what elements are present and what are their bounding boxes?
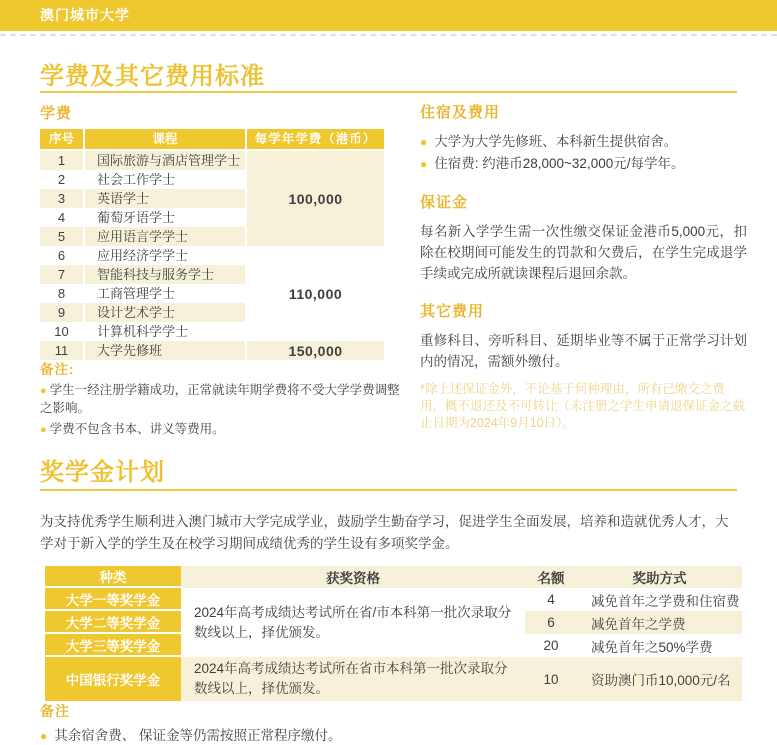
bullet-icon: ● <box>420 157 428 171</box>
tuition-table <box>40 129 387 360</box>
row-course: 计算机科学学士 <box>97 324 189 339</box>
scholarship-quota: 10 <box>525 657 577 701</box>
row-no: 6 <box>57 248 66 263</box>
tuition-fee-column <box>247 151 384 360</box>
bullet-icon: ● <box>40 729 48 743</box>
scholarship-qualification-row4: 2024年高考成绩达考试所在省市本科第一批次录取分数线以上，择优颁发。 <box>181 657 525 701</box>
tuition-block <box>40 102 387 360</box>
deposit-fine-print: *除上述保证金外，不论基于何种理由，所有已缴交之费用，概不退还及不可转让（未注册之学生申请退保证金之截止日期为2024年9月10日）。 <box>420 382 746 430</box>
col-header-type: 种类 <box>45 566 181 588</box>
col-header-course: 课程 <box>85 129 245 149</box>
scholarship-quota: 20 <box>525 634 577 657</box>
fee-group-3: 150,000 <box>247 341 384 360</box>
scholarship-table <box>45 566 742 701</box>
table-row <box>40 227 245 246</box>
scholarship-quota: 4 <box>525 588 577 611</box>
row-course: 社会工作学士 <box>97 172 176 187</box>
note-item <box>40 421 400 439</box>
row-course: 国际旅游与酒店管理学士 <box>85 151 245 170</box>
col-header-fee: 每学年学费（港币） <box>247 129 384 149</box>
tuition-notes-heading: 备注: <box>40 362 75 377</box>
tuition-rows <box>40 151 245 360</box>
row-no: 1 <box>40 151 83 170</box>
other-fees-block <box>420 300 747 372</box>
scholarship-award: 减免首年之学费 <box>577 611 742 634</box>
fee-group-2: 110,000 <box>247 246 384 341</box>
other-fees-column <box>420 101 747 432</box>
row-no: 4 <box>57 210 66 225</box>
note-text: 学生一经注册学籍成功，正常就读年期学费将不受大学学费调整之影响。 <box>40 383 400 415</box>
row-no: 11 <box>40 341 83 360</box>
accommodation-block <box>420 101 747 175</box>
scholarship-type: 大学一等奖学金 <box>45 588 181 611</box>
col-header-qualification: 获奖资格 <box>181 566 525 588</box>
scholarship-award: 减免首年之学费和住宿费 <box>577 588 742 611</box>
other-fees-body: 重修科目、旁听科目、延期毕业等不属于正常学习计划内的情况，需额外缴付。 <box>420 333 747 369</box>
top-brand-bar <box>0 0 777 31</box>
tuition-table-header <box>40 129 387 149</box>
col-header-quota: 名额 <box>525 566 577 588</box>
scholarship-title-rule <box>40 489 737 491</box>
deposit-body: 每名新入学学生需一次性缴交保证金港币5,000元，扣除在校期间可能发生的罚款和欠费后，在学生完成退学手续或完成所就读课程后退回余款。 <box>420 224 747 281</box>
scholarship-type: 大学三等奖学金 <box>45 634 181 657</box>
row-course: 英语学士 <box>85 189 245 208</box>
bullet-icon: ● <box>420 135 428 149</box>
scholarship-type: 大学二等奖学金 <box>45 611 181 634</box>
fee-group-1: 100,000 <box>247 151 384 246</box>
fees-title-rule <box>40 91 737 93</box>
fees-section-title: 学费及其它费用标准 <box>40 63 265 90</box>
accommodation-item <box>420 153 747 175</box>
table-row <box>40 170 245 189</box>
scholarship-section-title: 奖学金计划 <box>40 459 165 486</box>
col-header-award: 奖助方式 <box>577 566 742 588</box>
accommodation-item <box>420 131 747 153</box>
note-text: 学费不包含书本、讲义等费用。 <box>49 422 225 436</box>
table-row <box>40 151 245 170</box>
row-course: 应用经济学学士 <box>97 248 189 263</box>
tuition-notes <box>40 358 400 439</box>
table-row <box>40 208 245 227</box>
col-header-no: 序号 <box>40 129 83 149</box>
bullet-icon: ● <box>40 424 47 436</box>
scholarship-qualification-group: 2024年高考成绩达考试所在省/市本科第一批次录取分数线以上，择优颁发。 <box>181 588 525 657</box>
row-course: 智能科技与服务学士 <box>85 265 245 284</box>
row-course: 大学先修班 <box>85 341 245 360</box>
row-course: 应用语言学学士 <box>85 227 245 246</box>
row-no: 3 <box>40 189 83 208</box>
tuition-heading: 学费 <box>40 105 73 122</box>
row-course: 工商管理学士 <box>97 286 176 301</box>
row-no: 5 <box>40 227 83 246</box>
row-no: 8 <box>57 286 66 301</box>
table-row <box>40 265 245 284</box>
accommodation-heading: 住宿及费用 <box>420 104 501 121</box>
scholarship-type: 中国银行奖学金 <box>45 657 181 701</box>
table-row <box>40 303 245 322</box>
table-row <box>40 322 245 341</box>
note-text: 其余宿舍费、 保证金等仍需按照正常程序缴付。 <box>54 728 342 743</box>
scholarship-award: 资助澳门币10,000元/名 <box>577 657 742 701</box>
table-row <box>40 246 245 265</box>
university-name: 澳门城市大学 <box>40 7 130 23</box>
deposit-block <box>420 191 747 284</box>
other-fees-heading: 其它费用 <box>420 303 485 320</box>
scholarship-notes <box>40 701 540 745</box>
scholarship-quota: 6 <box>525 611 577 634</box>
perforation-divider <box>0 34 777 36</box>
note-item <box>40 727 540 745</box>
row-course: 设计艺术学士 <box>85 303 245 322</box>
scholarship-intro: 为支持优秀学生顺利进入澳门城市大学完成学业，鼓励学生勤奋学习，促进学生全面发展，培养和造就优秀人才，大学对于新入学的学生及在校学习期间成绩优秀的学生设有多项奖学金。 <box>40 514 729 551</box>
table-row <box>40 284 245 303</box>
scholarship-notes-heading: 备注 <box>40 703 70 719</box>
deposit-heading: 保证金 <box>420 194 469 211</box>
bullet-icon: ● <box>40 385 47 397</box>
accommodation-text: 住宿费: 约港币28,000~32,000元/每学年。 <box>434 156 685 171</box>
row-course: 葡萄牙语学士 <box>97 210 176 225</box>
note-item <box>40 382 400 417</box>
scholarship-award: 减免首年之50%学费 <box>577 634 742 657</box>
row-no: 10 <box>54 324 69 339</box>
table-row <box>40 189 245 208</box>
row-no: 7 <box>40 265 83 284</box>
accommodation-text: 大学为大学先修班、本科新生提供宿舍。 <box>434 134 678 149</box>
row-no: 9 <box>40 303 83 322</box>
row-no: 2 <box>57 172 66 187</box>
